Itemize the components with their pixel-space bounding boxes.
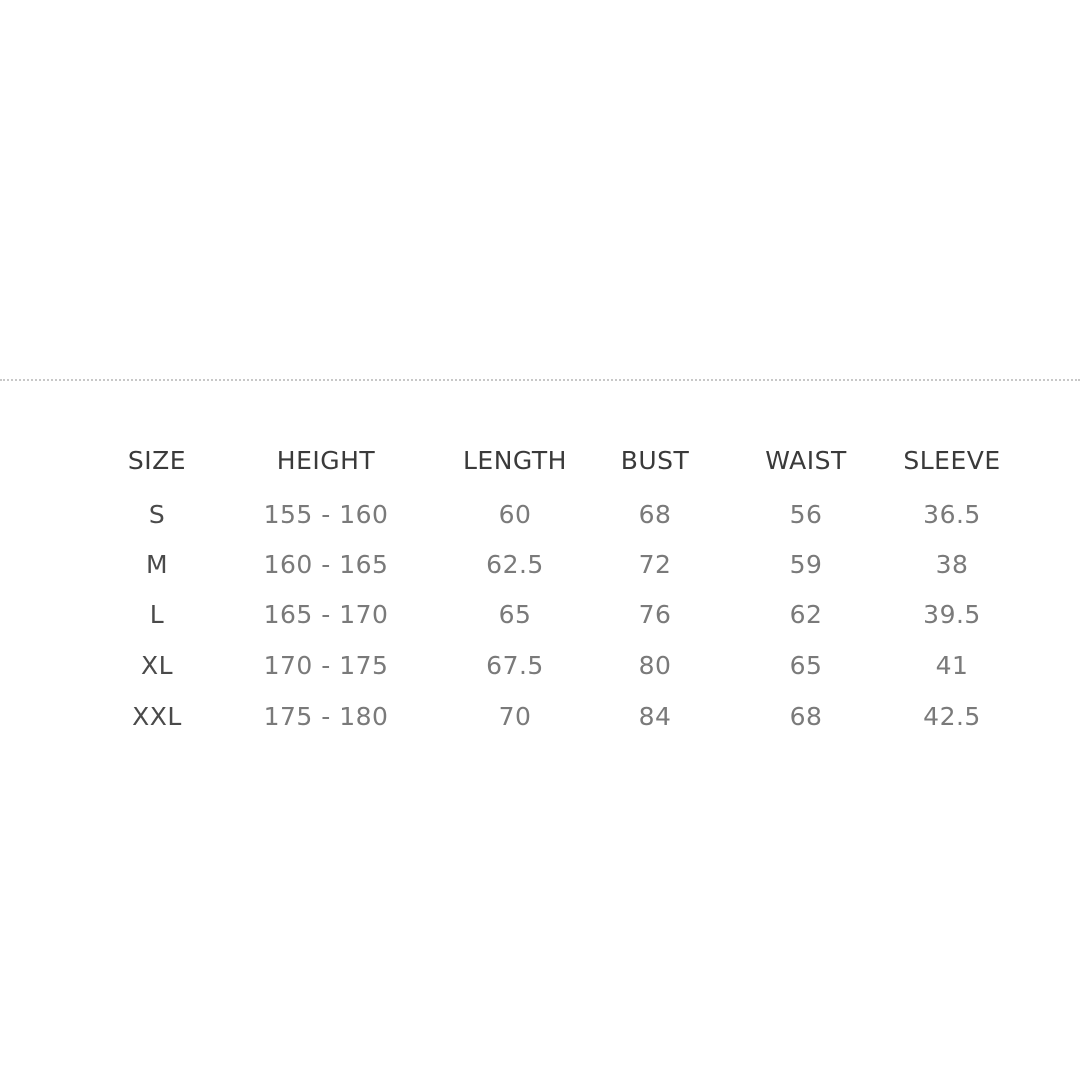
row-bust: 68 [638,500,672,529]
row-height: 155 - 160 [263,500,389,529]
row-bust: 72 [638,550,672,579]
row-waist: 56 [789,500,823,529]
row-waist: 65 [789,651,823,680]
row-waist: 68 [789,702,823,731]
row-height: 175 - 180 [263,702,389,731]
row-waist: 62 [789,600,823,629]
row-waist: 59 [789,550,823,579]
row-bust: 80 [638,651,672,680]
header-height: HEIGHT [276,446,376,475]
row-bust: 76 [638,600,672,629]
row-size-label: L [149,600,165,629]
row-height: 170 - 175 [263,651,389,680]
row-height: 165 - 170 [263,600,389,629]
row-length: 60 [498,500,532,529]
header-bust: BUST [620,446,690,475]
row-size-label: XXL [132,702,182,731]
row-sleeve: 38 [935,550,969,579]
row-sleeve: 42.5 [923,702,981,731]
row-length: 65 [498,600,532,629]
row-sleeve: 39.5 [923,600,981,629]
row-sleeve: 36.5 [923,500,981,529]
row-size-label: XL [140,651,174,680]
row-length: 67.5 [486,651,544,680]
row-length: 70 [498,702,532,731]
row-length: 62.5 [486,550,544,579]
header-sleeve: SLEEVE [903,446,1001,475]
row-sleeve: 41 [935,651,969,680]
row-bust: 84 [638,702,672,731]
row-size-label: S [148,500,166,529]
row-height: 160 - 165 [263,550,389,579]
header-size: SIZE [127,446,187,475]
row-size-label: M [145,550,169,579]
header-waist: WAIST [765,446,847,475]
header-length: LENGTH [463,446,567,475]
